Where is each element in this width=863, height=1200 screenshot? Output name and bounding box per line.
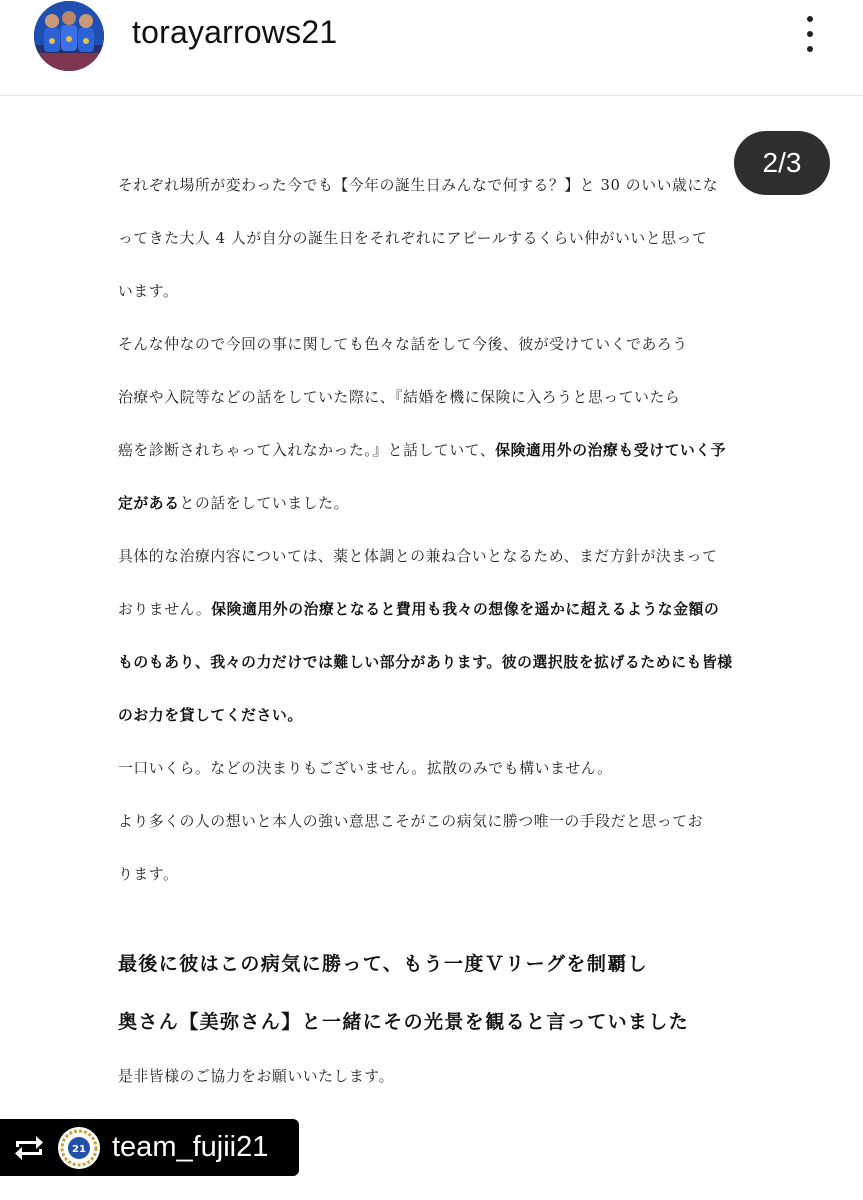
letter-line xyxy=(118,318,748,371)
letter-line xyxy=(118,159,748,212)
more-dot xyxy=(807,46,813,52)
letter-bold-text: 保険適用外の治療となると費用も我々の想像を遥かに超えるような金額の xyxy=(211,601,720,618)
letter-closing: 是非皆様のご協力をお願いいたします。 xyxy=(118,1068,394,1085)
more-dot xyxy=(807,16,813,22)
letter-text: 治療や入院等などの話をしていた際に、『結婚を機に保険に入ろうと思っていたら xyxy=(118,389,681,406)
carousel-counter: 2/3 xyxy=(734,131,830,195)
team-logo-number: 21 xyxy=(72,1143,86,1155)
letter-text: 癌を診断されちゃって入れなかった。』と話していて、 xyxy=(118,442,496,459)
letter-bold-text: のお力を貸してください。 xyxy=(118,707,303,724)
team-photo-avatar[interactable] xyxy=(34,1,104,71)
post-media[interactable] xyxy=(0,97,863,1200)
letter-heading-2: 奥さん【美弥さん】と一緒にその光景を観ると言っていました xyxy=(118,1011,690,1033)
letter-text: います。 xyxy=(118,283,179,300)
post-username[interactable]: torayarrows21 xyxy=(132,14,338,50)
letter-text: そんな仲なので今回の事に関しても色々な話をして今後、彼が受けていくであろう xyxy=(118,336,688,353)
letter-document xyxy=(118,159,748,1103)
letter-line xyxy=(118,742,748,795)
letter-paragraph xyxy=(118,159,748,318)
letter-bold-text: 保険適用外の治療も受けていく予 xyxy=(495,442,727,459)
letter-text: ります。 xyxy=(118,866,179,883)
letter-paragraph xyxy=(118,530,748,742)
spacer xyxy=(118,901,748,935)
letter-text: おりません。 xyxy=(118,601,212,618)
letter-text: より多くの人の想いと本人の強い意思こそがこの病気に勝つ唯一の手段だと思ってお xyxy=(118,813,704,830)
letter-line xyxy=(118,795,748,848)
repost-username[interactable]: team_fujii21 xyxy=(112,1131,269,1163)
letter-paragraph xyxy=(118,318,748,530)
letter-line xyxy=(118,265,748,318)
letter-line xyxy=(118,636,748,689)
letter-line xyxy=(118,477,748,530)
post-header xyxy=(0,0,863,96)
letter-bold-text: ものもあり、我々の力だけでは難しい部分があります。彼の選択肢を拡げるためにも皆様 xyxy=(118,654,733,671)
letter-text: それぞれ場所が変わった今でも【今年の誕生日みんなで何する？】と 30 のいい歳にな xyxy=(118,177,719,194)
letter-line xyxy=(118,371,748,424)
letter-line xyxy=(118,530,748,583)
letter-bold-text: 定がある xyxy=(118,495,180,512)
repost-badge[interactable] xyxy=(0,1119,299,1176)
letter-line xyxy=(118,689,748,742)
more-vertical-icon[interactable] xyxy=(796,12,824,56)
team-logo-image xyxy=(58,1127,100,1169)
letter-text: 具体的な治療内容については、薬と体調との兼ね合いとなるため、まだ方針が決まって xyxy=(118,548,718,565)
letter-text: 一口いくら。などの決まりもございません。拡散のみでも構いません。 xyxy=(118,760,613,777)
letter-line xyxy=(118,424,748,477)
team-logo-21-avatar[interactable] xyxy=(58,1127,100,1169)
more-dot xyxy=(807,31,813,37)
letter-line xyxy=(118,212,748,265)
letter-paragraph xyxy=(118,795,748,901)
letter-text: ってきた大人 4 人が自分の誕生日をそれぞれにアピールするくらい仲がいいと思って xyxy=(118,230,708,247)
repost-icon xyxy=(12,1133,46,1163)
letter-paragraph xyxy=(118,742,748,795)
avatar-image xyxy=(34,1,104,71)
letter-text: との話をしていました。 xyxy=(179,495,349,512)
letter-body xyxy=(118,159,748,901)
letter-line xyxy=(118,583,748,636)
letter-heading-1: 最後に彼はこの病気に勝って、もう一度Ｖリーグを制覇し xyxy=(118,953,649,975)
letter-line xyxy=(118,848,748,901)
